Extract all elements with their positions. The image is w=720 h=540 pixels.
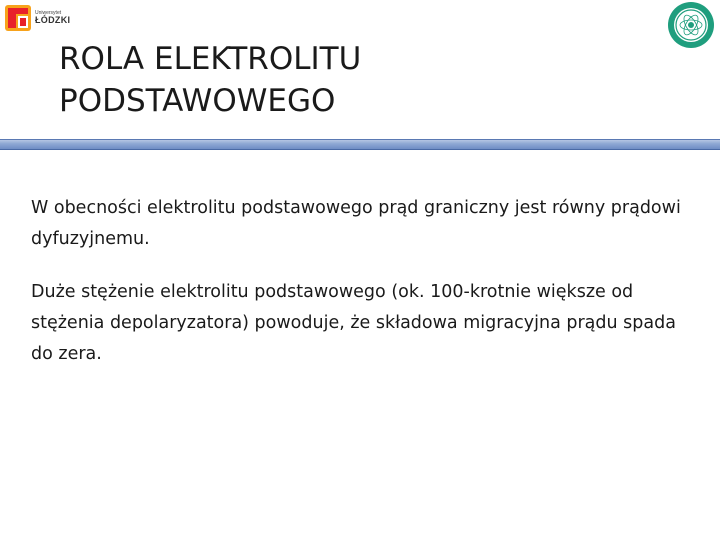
title-divider xyxy=(0,139,720,150)
faculty-badge-icon xyxy=(666,0,716,50)
slide-title-line-1: ROLA ELEKTROLITU xyxy=(59,41,362,77)
paragraph: Duże stężenie elektrolitu podstawowego (ok. 100-krotnie większe od stężenia depolaryzatora) powoduje, że składowa migracyjna prądu spada do zera. xyxy=(31,282,676,364)
slide-body xyxy=(31,193,701,392)
logo-label-small: Uniwersytet xyxy=(35,10,62,16)
slide-title-line-2: PODSTAWOWEGO xyxy=(59,83,336,119)
slide-title xyxy=(59,38,361,122)
university-logo-icon xyxy=(4,4,32,32)
university-logo xyxy=(4,4,70,32)
logo-label-big: ŁÓDZKI xyxy=(35,15,71,25)
paragraph: W obecności elektrolitu podstawowego prąd graniczny jest równy prądowi dyfuzyjnemu. xyxy=(31,198,681,249)
